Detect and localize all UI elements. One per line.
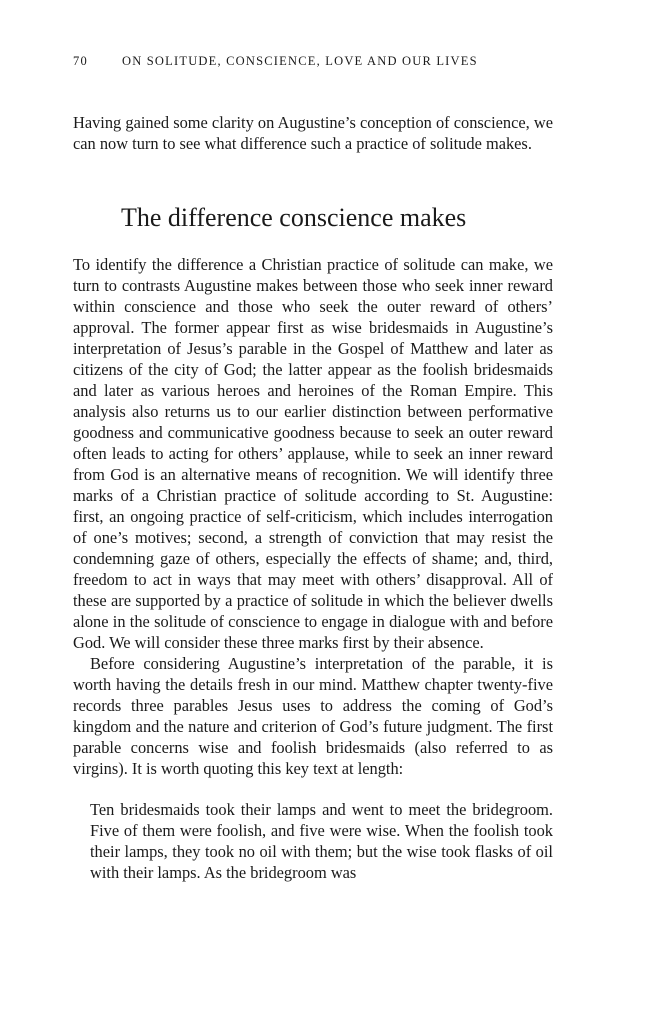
section-heading: The difference conscience makes [121, 203, 467, 232]
intro-paragraph: Having gained some clarity on Augustine’s conception of conscience, we can now turn to see what difference such a practice of solitude makes. [73, 113, 553, 153]
body-paragraph: Before considering Augustine’s interpretation of the parable, it is worth having the details fresh in our mind. Matthew chapter twenty-five records three parables Jesus uses to address the coming of God’s kingdom and the nature and criterion of God’s future judgment. The first parable concerns wise and foolish bridesmaids (also referred to as virgins). It is worth quoting this key text at length: [73, 654, 553, 778]
page-number: 70 [73, 54, 88, 68]
block-quote: Ten bridesmaids took their lamps and went to meet the bridegroom. Five of them were foolish, and five were wise. When the foolish took their lamps, they took no oil with them; but the wise took flasks of oil with their lamps. As the bridegroom was [90, 800, 553, 882]
running-header [73, 52, 553, 70]
page-content [73, 52, 553, 883]
body-paragraph: To identify the difference a Christian practice of solitude can make, we turn to contrasts Augustine makes between those who seek inner reward within conscience and those who seek the outer reward of others’ approval. The former appear first as wise bridesmaids in Augustine’s interpretation of Jesus’s parable in the Gospel of Matthew and later as citizens of the city of God; the latter appear as the foolish bridesmaids and later as various heroes and heroines of the Roman Empire. This analysis also returns us to our earlier distinction between performative goodness and communicative goodness because to seek an outer reward often leads to acting for others’ applause, while to seek an inner reward from God is an alternative means of recognition. We will identify three marks of a Christian practice of solitude according to St. Augustine: first, an ongoing practice of self-criticism, which includes interrogation of one’s motives; second, a strength of conviction that may resist the condemning gaze of others, especially the effects of shame; and, third, freedom to act in ways that may meet with others’ disapproval. All of these are supported by a practice of solitude in which the believer dwells alone in the solitude of conscience to engage in dialogue with and before God. We will consider these three marks first by their absence. [73, 255, 553, 652]
running-title: ON SOLITUDE, CONSCIENCE, LOVE AND OUR LIVES [122, 54, 478, 68]
